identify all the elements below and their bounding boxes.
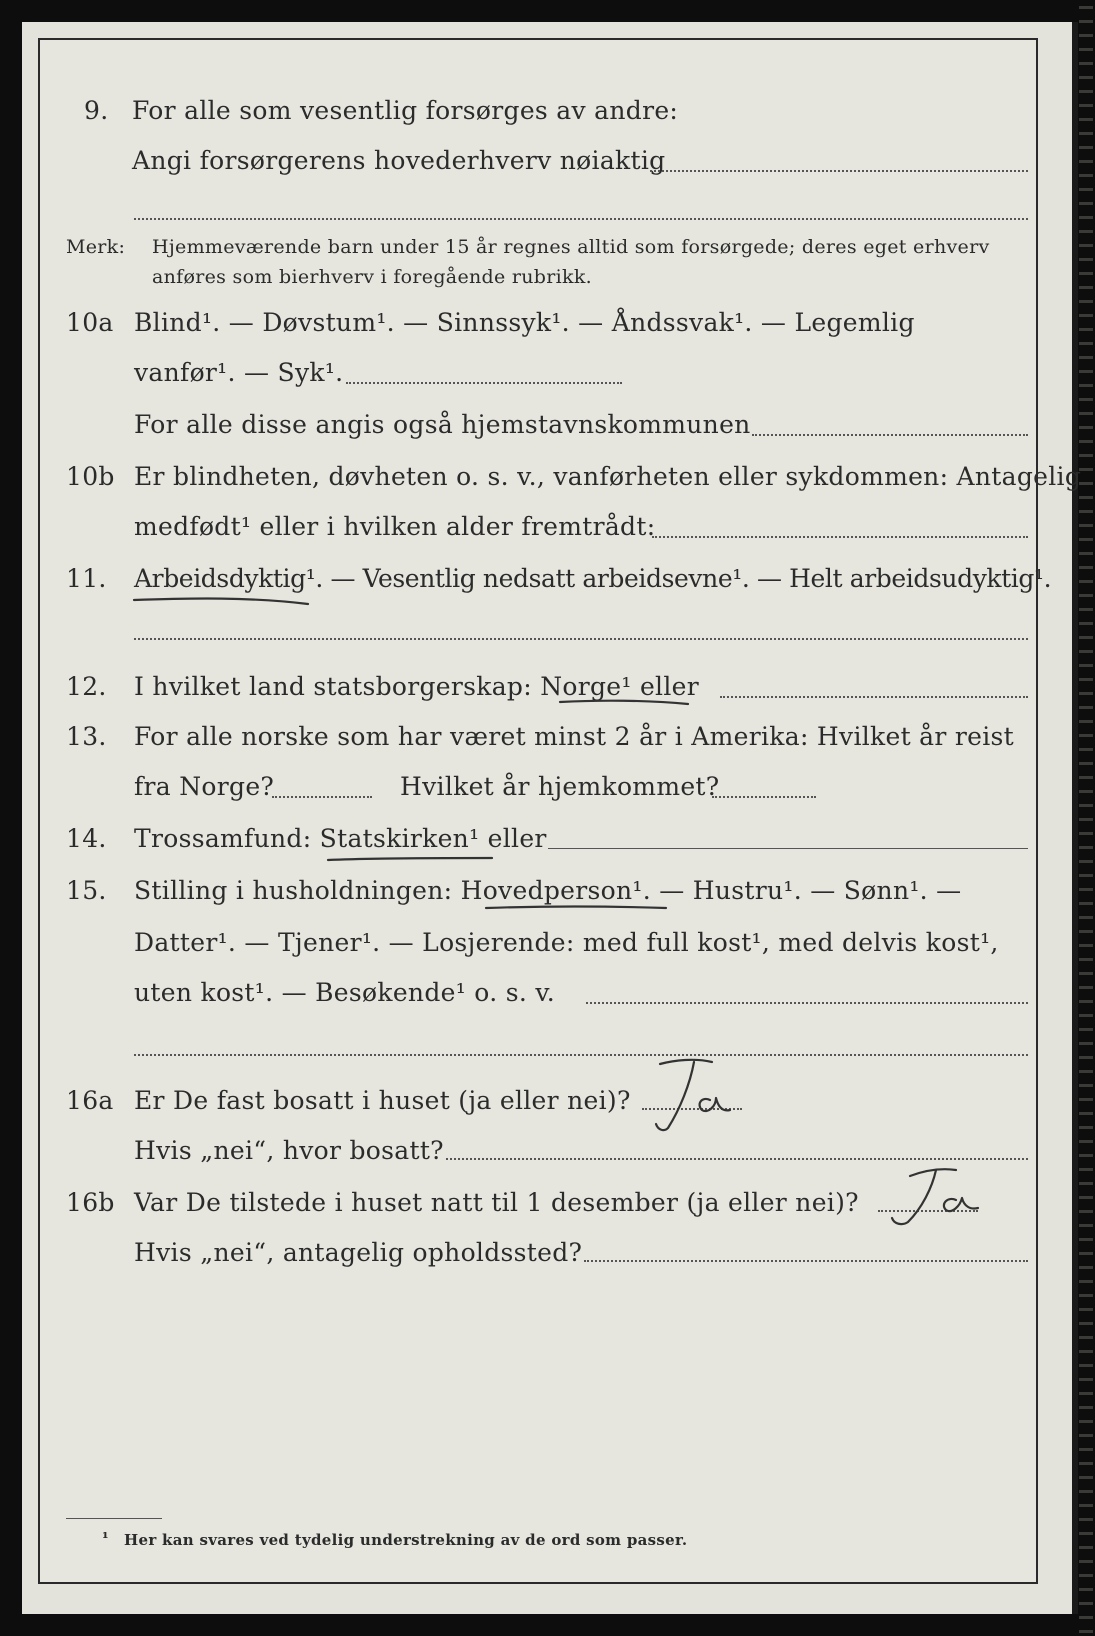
q10a-answer-line-2 xyxy=(752,434,1028,436)
q16a-text-2: Hvis „nei“, hvor bosatt? xyxy=(134,1136,444,1165)
perforated-edge xyxy=(1079,0,1093,1636)
q16b-handwritten-answer xyxy=(880,1160,990,1232)
q15-text: Stilling i husholdningen: Hovedperson¹. — Hustru¹. — Sønn¹. — xyxy=(134,876,962,905)
q15-underline-mark xyxy=(484,902,670,918)
q14-number: 14. xyxy=(66,824,107,853)
q13-text: For alle norske som har været minst 2 år i Amerika: Hvilket år reist xyxy=(134,722,1015,751)
q10a-text-2: vanfør¹. — Syk¹. xyxy=(134,358,344,387)
q15-answer-line xyxy=(586,1002,1028,1004)
q15-text-3: uten kost¹. — Besøkende¹ o. s. v. xyxy=(134,978,556,1007)
q12-number: 12. xyxy=(66,672,107,701)
footnote-mark: ¹ xyxy=(102,1529,109,1547)
q13-text-2b: Hvilket år hjemkommet? xyxy=(400,772,720,801)
q11-answer-line xyxy=(134,638,1028,640)
q13-number: 13. xyxy=(66,722,107,751)
merk-text: Hjemmeværende barn under 15 år regnes alltid som forsørgede; deres eget erhverv xyxy=(152,236,990,258)
q12-answer-line xyxy=(720,696,1028,698)
q14-text: Trossamfund: Statskirken¹ eller xyxy=(134,824,547,853)
q14-answer-line xyxy=(548,848,1028,849)
footnote-text: Her kan svares ved tydelig understrekning av de ord som passer. xyxy=(124,1531,688,1549)
q13-text-2a: fra Norge? xyxy=(134,772,275,801)
merk-text-2: anføres som bierhverv i foregående rubrikk. xyxy=(152,266,592,288)
q15-number: 15. xyxy=(66,876,107,905)
merk-label: Merk: xyxy=(66,236,126,258)
q15-text-2: Datter¹. — Tjener¹. — Losjerende: med full kost¹, med delvis kost¹, xyxy=(134,928,999,957)
q16a-number: 16a xyxy=(66,1086,114,1115)
q16a-text: Er De fast bosatt i huset (ja eller nei)? xyxy=(134,1086,631,1115)
q15-answer-line-2 xyxy=(134,1054,1028,1056)
q13-answer-line-2 xyxy=(712,796,816,798)
q11-text: Arbeidsdyktig¹. — Vesentlig nedsatt arbeidsevne¹. — Helt arbeidsudyktig¹. xyxy=(134,564,1052,593)
q9-text-2: Angi forsørgerens hovederhverv nøiaktig xyxy=(132,146,666,175)
q10b-text-2: medfødt¹ eller i hvilken alder fremtrådt: xyxy=(134,512,656,541)
q13-answer-line xyxy=(272,796,372,798)
q10a-text-3: For alle disse angis også hjemstavnskommunen xyxy=(134,410,751,439)
q10b-text: Er blindheten, døvheten o. s. v., vanførheten eller sykdommen: Antagelig xyxy=(134,462,1082,491)
q16a-handwritten-answer xyxy=(650,1054,746,1136)
form-sheet xyxy=(22,22,1078,1614)
footnote-rule xyxy=(66,1518,162,1519)
q10b-answer-line xyxy=(652,536,1028,538)
q11-underline-mark xyxy=(132,594,312,610)
q12-text: I hvilket land statsborgerskap: Norge¹ eller xyxy=(134,672,699,701)
q10b-number: 10b xyxy=(66,462,115,491)
q16b-number: 16b xyxy=(66,1188,115,1217)
q11-number: 11. xyxy=(66,564,107,593)
q10a-answer-line xyxy=(346,382,622,384)
q9-answer-line-2 xyxy=(134,218,1028,220)
q16b-text-2: Hvis „nei“, antagelig opholdssted? xyxy=(134,1238,583,1267)
q16b-answer-line-2 xyxy=(584,1260,1028,1262)
q16b-text: Var De tilstede i huset natt til 1 desember (ja eller nei)? xyxy=(134,1188,859,1217)
q9-text: For alle som vesentlig forsørges av andre: xyxy=(132,96,679,125)
q9-answer-line xyxy=(650,170,1028,172)
q12-underline-mark xyxy=(558,696,692,712)
q10a-text: Blind¹. — Døvstum¹. — Sinnssyk¹. — Åndssvak¹. — Legemlig xyxy=(134,308,915,337)
q9-number: 9. xyxy=(84,96,109,125)
q10a-number: 10a xyxy=(66,308,114,337)
q14-underline-mark xyxy=(326,852,496,868)
